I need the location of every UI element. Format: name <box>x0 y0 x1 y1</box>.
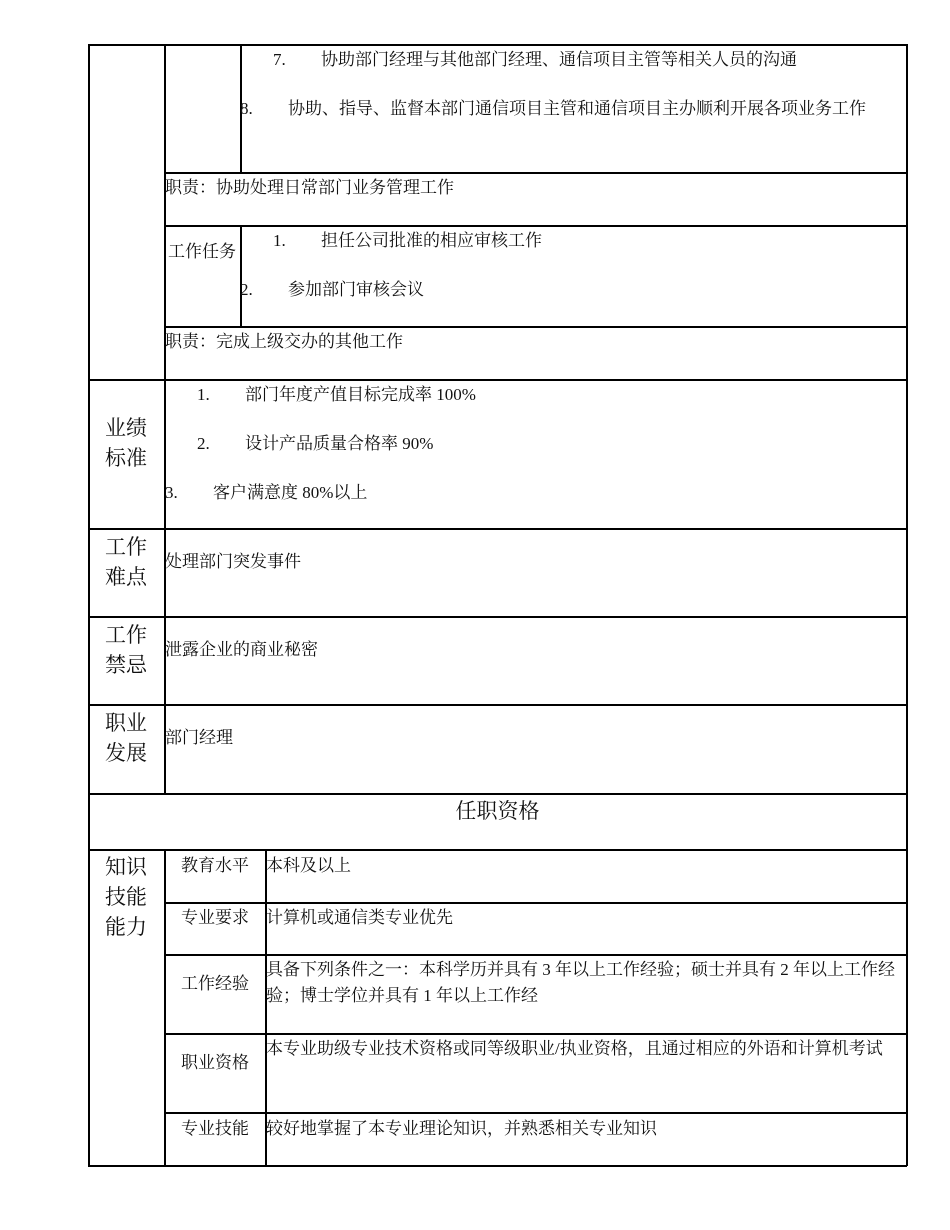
duty-heading-2: 职责：协助处理日常部门业务管理工作 <box>165 178 454 197</box>
divider <box>88 379 907 381</box>
table-border-bottom <box>88 1165 907 1167</box>
career-text: 部门经理 <box>165 728 233 747</box>
divider <box>88 616 907 618</box>
table-border-top <box>88 44 907 46</box>
divider <box>88 528 907 530</box>
divider <box>164 1033 907 1035</box>
performance-item-1: 1. 部门年度产值目标完成率 100% <box>197 385 476 404</box>
qualification-value-skill: 较好地掌握了本专业理论知识，并熟悉相关专业知识 <box>266 1119 657 1138</box>
qualification-group-label: 知识技能能力 <box>105 855 147 939</box>
qualification-value-education: 本科及以上 <box>266 856 351 875</box>
performance-item-3: 3. 客户满意度 80%以上 <box>165 483 368 502</box>
divider <box>164 44 166 793</box>
performance-label: 业绩标准 <box>105 416 147 470</box>
divider <box>88 793 907 795</box>
task-item-2: 2. 参加部门审核会议 <box>240 280 424 299</box>
divider <box>164 954 907 956</box>
divider <box>164 225 907 227</box>
divider <box>88 849 907 851</box>
career-label: 职业发展 <box>105 711 147 765</box>
divider <box>164 172 907 174</box>
table-border-left <box>88 44 90 1166</box>
qualification-label-certificate: 职业资格 <box>181 1053 249 1072</box>
qualification-label-experience: 工作经验 <box>181 974 249 993</box>
qualification-value-certificate: 本专业助级专业技术资格或同等级职业/执业资格，且通过相应的外语和计算机考试 <box>266 1039 883 1058</box>
taboo-label: 工作禁忌 <box>105 623 147 677</box>
divider <box>164 1112 907 1114</box>
duty-heading-3: 职责：完成上级交办的其他工作 <box>165 332 403 351</box>
duty-item-7: 7. 协助部门经理与其他部门经理、通信项目主管等相关人员的沟通 <box>273 50 797 69</box>
task-item-1: 1. 担任公司批准的相应审核工作 <box>273 231 542 250</box>
qualification-label-major: 专业要求 <box>181 908 249 927</box>
performance-item-2: 2. 设计产品质量合格率 90% <box>197 434 434 453</box>
qualification-label-skill: 专业技能 <box>181 1119 249 1138</box>
taboo-text: 泄露企业的商业秘密 <box>165 640 318 659</box>
qualification-value-experience: 具备下列条件之一：本科学历并具有 3 年以上工作经验；硕士并具有 2 年以上工作经验；博士学位并具有 1 年以上工作经 <box>266 960 895 1005</box>
duty-item-8: 8. 协助、指导、监督本部门通信项目主管和通信项目主办顺利开展各项业务工作 <box>240 99 866 118</box>
difficulty-text: 处理部门突发事件 <box>165 552 301 571</box>
table-border-right <box>906 44 908 1166</box>
divider <box>164 902 907 904</box>
difficulty-label: 工作难点 <box>105 535 147 589</box>
divider <box>88 704 907 706</box>
divider <box>164 326 907 328</box>
divider <box>240 225 242 327</box>
qualification-title: 任职资格 <box>455 799 540 823</box>
qualification-value-major: 计算机或通信类专业优先 <box>266 908 453 927</box>
task-label: 工作任务 <box>168 242 236 261</box>
qualification-label-education: 教育水平 <box>181 856 249 875</box>
